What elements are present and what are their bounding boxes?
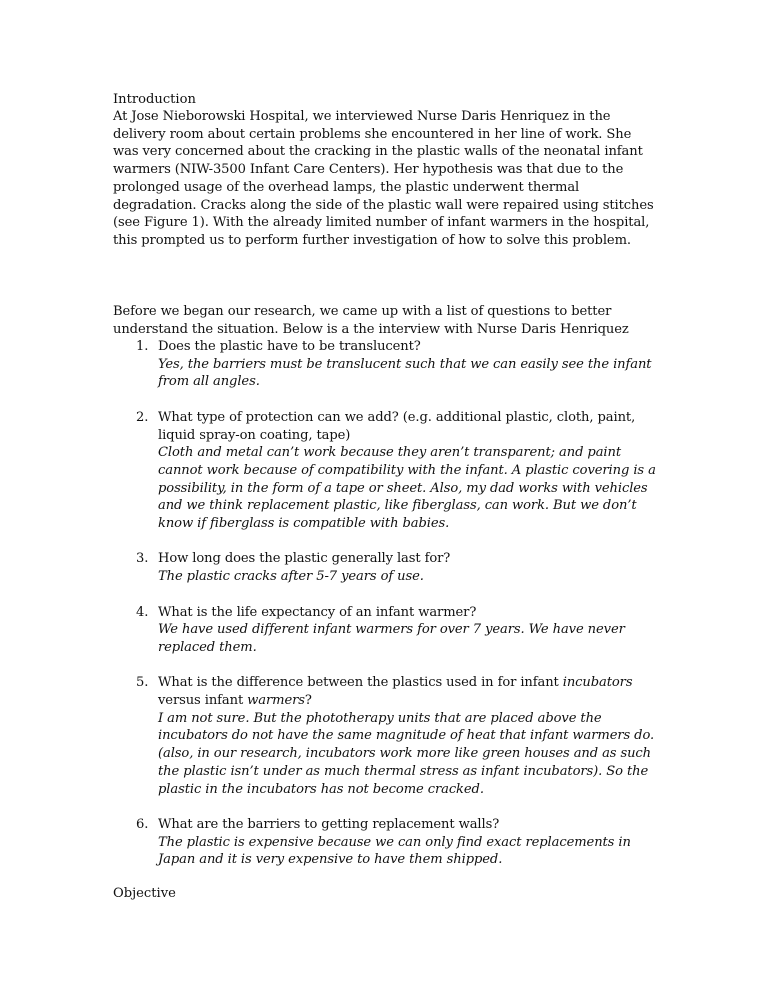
question-item-3 [113, 550, 658, 585]
question-number: 4. [136, 604, 149, 620]
question-item-6 [113, 816, 658, 869]
answer-text: We have used different infant warmers for over 7 years. We have never replaced them. [158, 622, 625, 655]
answer-text: I am not sure. But the phototherapy units that are placed above the incubators do not have the same magnitude of heat that infant warmers do. (also, in our research, incubators work more like green houses and as such the plastic isn’t under as much thermal stress as infant incubators). So the plastic in the incubators has not become cracked. [158, 710, 655, 797]
question-number: 2. [136, 409, 149, 425]
question-text-part: What is the difference between the plastics used in for infant [158, 675, 563, 691]
question-text-part: ? [304, 693, 312, 708]
answer-text: The plastic is expensive because we can only find exact replacements in Japan and it is very expensive to have them shipped. [158, 834, 631, 868]
interview-question-list [113, 338, 658, 887]
answer-text: Cloth and metal can’t work because they aren’t transparent; and paint cannot work because of compatibility with the infant. A plastic covering is a possibility, in the form of a tape or sheet. Also, my dad works with vehicles and we think replacement plastic, like fiberglass, can work. But we don’t know if fiberglass is compatible with babies. [158, 445, 656, 532]
question-text: What are the barriers to getting replacement walls? [158, 816, 500, 832]
question-text: What type of protection can we add? (e.g. additional plastic, cloth, paint, liquid spray-on coating, tape) [158, 409, 636, 443]
objective-heading: Objective [113, 886, 176, 901]
introduction-heading: Introduction [113, 92, 196, 107]
introduction-paragraph: At Jose Nieborowski Hospital, we interviewed Nurse Daris Henriquez in the delivery room about certain problems she encountered in her line of work. She was very concerned about the cracking in the plastic walls of the neonatal infant warmers (NIW-3500 Infant Care Centers). Her hypothesis was that due to the prolonged usage of the overhead lamps, the plastic underwent thermal degradation. Cracks along the side of the plastic wall were repaired using stitches (see Figure 1). With the already limited number of infant warmers in the hospital, this prompted us to perform further investigation of how to solve this problem. [113, 109, 654, 248]
question-term-warmers: warmers [247, 693, 305, 708]
question-text [158, 674, 658, 709]
question-number: 6. [136, 816, 149, 832]
question-item-2 [113, 409, 658, 533]
question-text-part: versus infant [158, 693, 248, 708]
answer-text: The plastic cracks after 5-7 years of use. [158, 569, 424, 585]
interview-intro-paragraph: Before we began our research, we came up with a list of questions to better understand the situation. Below is a the interview with Nurse Daris Henriquez [113, 304, 629, 337]
question-number: 3. [136, 551, 149, 567]
question-number: 5. [136, 675, 149, 691]
question-number: 1. [136, 339, 149, 354]
answer-text: Yes, the barriers must be translucent such that we can easily see the infant from all angles. [158, 356, 652, 390]
question-item-5 [113, 674, 658, 798]
question-term-incubators: incubators [562, 675, 633, 691]
question-text: What is the life expectancy of an infant warmer? [158, 604, 477, 620]
question-item-1 [113, 338, 658, 391]
question-item-4 [113, 604, 658, 657]
question-text: Does the plastic have to be translucent? [158, 339, 421, 354]
question-text: How long does the plastic generally last for? [158, 551, 451, 567]
